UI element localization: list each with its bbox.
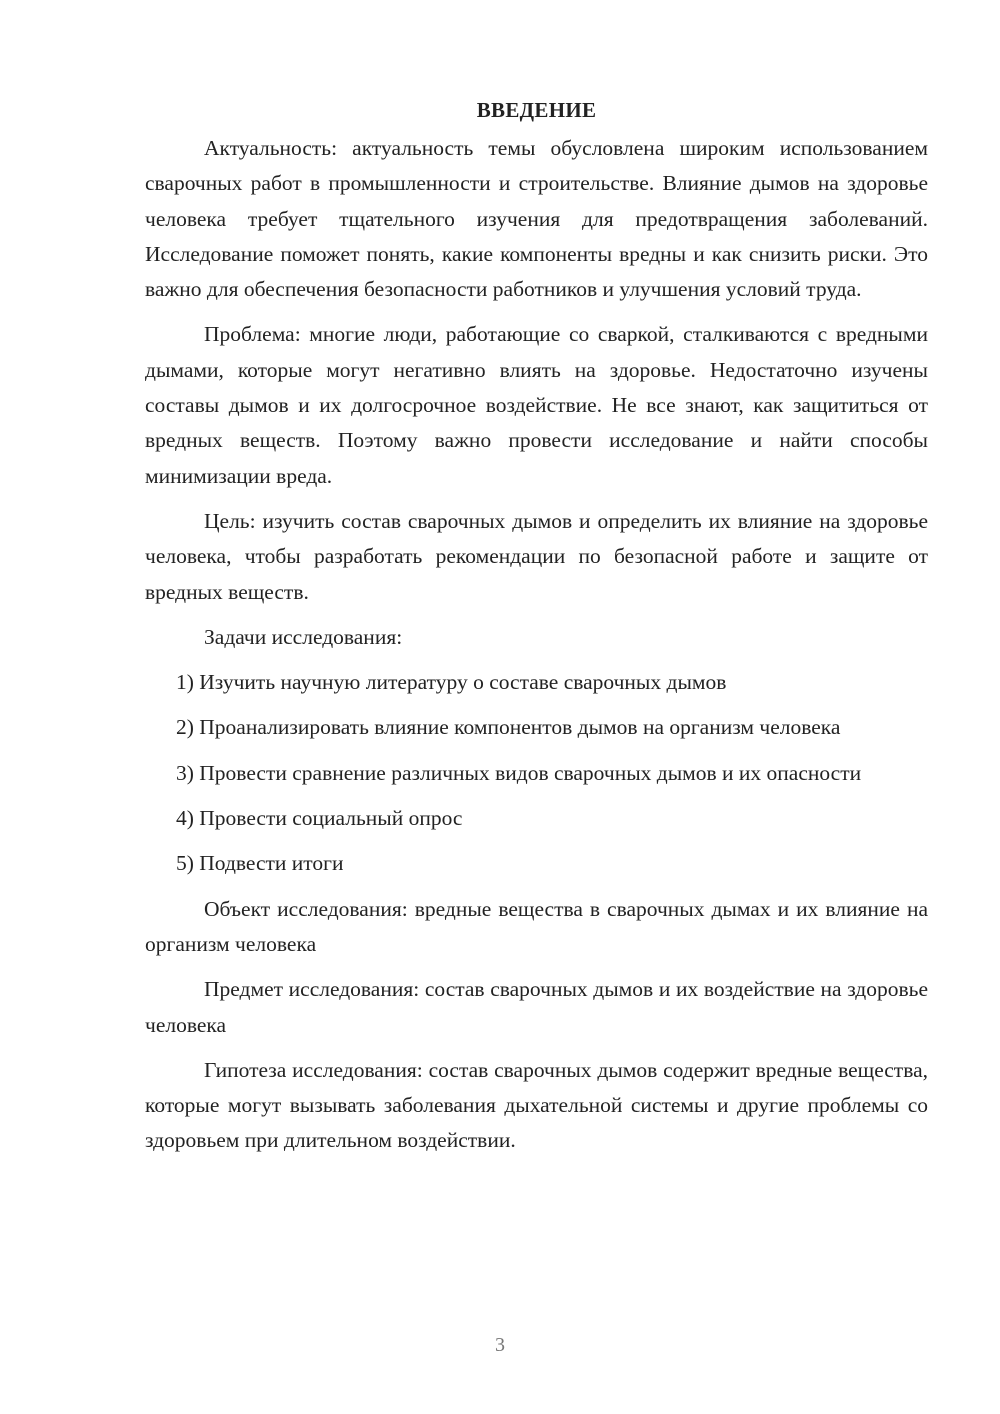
paragraph-goal: Цель: изучить состав сварочных дымов и определить их влияние на здоровье человека, чтобы разработать рекомендации по безопасной работе и защите от вредных веществ. (145, 508, 928, 604)
page-number: 3 (495, 1334, 505, 1356)
tasks-list (145, 665, 928, 881)
page-title: ВВЕДЕНИЕ (476, 98, 597, 122)
paragraph-relevance: Актуальность: актуальность темы обусловлена широким использованием сварочных работ в промышленности и строительстве. Влияние дымов на здоровье человека требует тщательного изучения для предотвращения заболеваний. Исследование поможет понять, какие компоненты вредны и как снизить риски. Это важно для обеспечения безопасности работников и улучшения условий труда. (145, 136, 928, 302)
tasks-heading: Задачи исследования: (204, 624, 403, 649)
task-item: 4) Провести социальный опрос (176, 806, 463, 831)
task-item: 2) Проанализировать влияние компонентов дымов на организм человека (176, 715, 841, 740)
paragraph-hypothesis: Гипотеза исследования: состав сварочных дымов содержит вредные вещества, которые могут вызывать заболевания дыхательной системы и другие проблемы со здоровьем при длительном воздействии. (145, 1057, 928, 1153)
paragraph-object: Объект исследования: вредные вещества в сварочных дымах и их влияние на организм человека (145, 896, 928, 956)
task-item: 5) Подвести итоги (176, 851, 344, 876)
paragraph-subject: Предмет исследования: состав сварочных дымов и их воздействие на здоровье человека (145, 977, 928, 1037)
paragraph-problem: Проблема: многие люди, работающие со сваркой, сталкиваются с вредными дымами, которые могут негативно влиять на здоровье. Недостаточно изучены составы дымов и их долгосрочное воздействие. Не все знают, как защититься от вредных веществ. Поэтому важно провести исследование и найти способы минимизации вреда. (145, 322, 928, 488)
task-item: 1) Изучить научную литературу о составе сварочных дымов (176, 670, 727, 695)
task-item: 3) Провести сравнение различных видов сварочных дымов и их опасности (176, 760, 862, 785)
document-page (145, 95, 928, 1169)
